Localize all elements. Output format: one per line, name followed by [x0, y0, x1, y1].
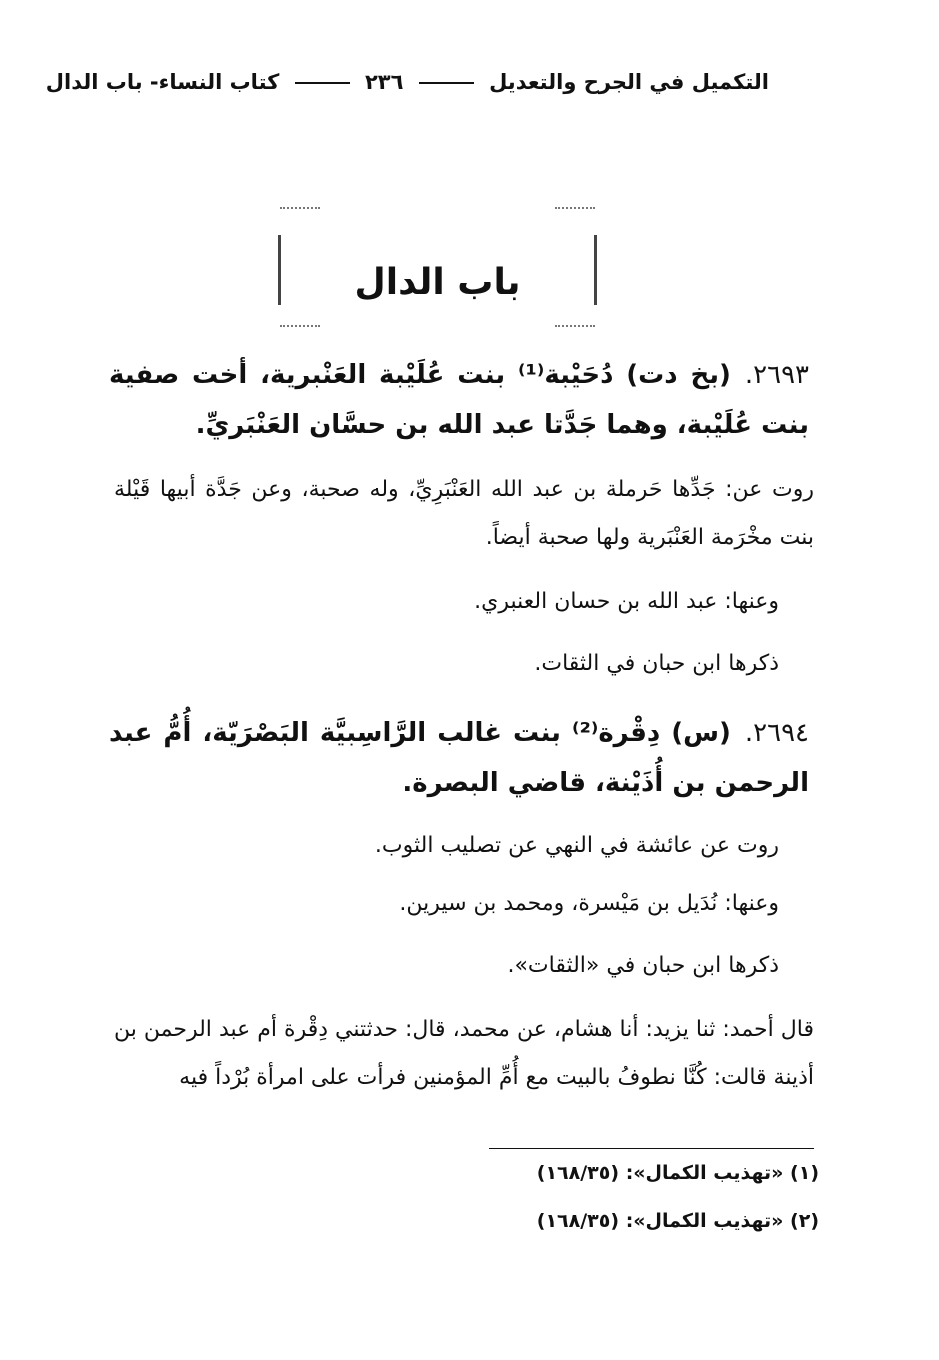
header-rule: [295, 82, 350, 84]
paragraph: ذكرها ابن حبان في الثقات.: [534, 651, 779, 676]
entry-heading: [109, 350, 809, 450]
entry-heading-text: (س) دِقْرة⁽²⁾ بنت غالب الرَّاسِبيَّة البَصْرَيّة، أُمُّ عبد الرحمن بن أُذَيْنة، قاضي البصرة.: [109, 718, 809, 798]
running-header: [45, 70, 769, 94]
paragraph: وعنها: نُدَيل بن مَيْسرة، ومحمد بن سيرين.: [399, 891, 779, 916]
header-rule: [419, 82, 474, 84]
entry-heading-text: (بخ دت) دُحَيْبة⁽¹⁾ بنت عُلَيْبة العَنْبرية، أخت صفية بنت عُلَيْبة، وهما جَدَّتا عبد الله بن حسَّان العَنْبَريِّ.: [109, 360, 809, 440]
entry-heading: [109, 708, 809, 808]
paragraph: ذكرها ابن حبان في «الثقات».: [507, 953, 779, 978]
footnote-divider: [489, 1148, 814, 1149]
entry-number: ٢٦٩٣.: [744, 360, 809, 390]
footnote: (٢) «تهذيب الكمال»: (١٦٨/٣٥): [536, 1210, 819, 1232]
footnote: (١) «تهذيب الكمال»: (١٦٨/٣٥): [536, 1162, 819, 1184]
paragraph: روت عن: جَدِّها حَرملة بن عبد الله العَنْبَرِيِّ، وله صحبة، وعن جَدَّة أبيها قَيْلة بنت مخْرَمة العَنْبَرية ولها صحبة أيضاً.: [114, 477, 814, 550]
section-title: كتاب النساء- باب الدال: [45, 70, 280, 94]
paragraph: قال أحمد: ثنا يزيد: أنا هشام، عن محمد، قال: حدثتني دِقْرة أم عبد الرحمن بن أذينة قالت: كُنَّا نطوفُ بالبيت مع أُمِّ المؤمنين فرأت على امرأة بُرْداً فيه: [114, 1017, 814, 1090]
page-number: ٢٣٦: [364, 70, 404, 94]
entry-number: ٢٦٩٤.: [744, 718, 810, 748]
paragraph: وعنها: عبد الله بن حسان العنبري.: [474, 589, 779, 614]
paragraph: روت عن عائشة في النهي عن تصليب الثوب.: [374, 833, 779, 858]
book-title: التكميل في الجرح والتعديل: [489, 70, 769, 94]
chapter-title: باب الدال: [354, 262, 521, 303]
